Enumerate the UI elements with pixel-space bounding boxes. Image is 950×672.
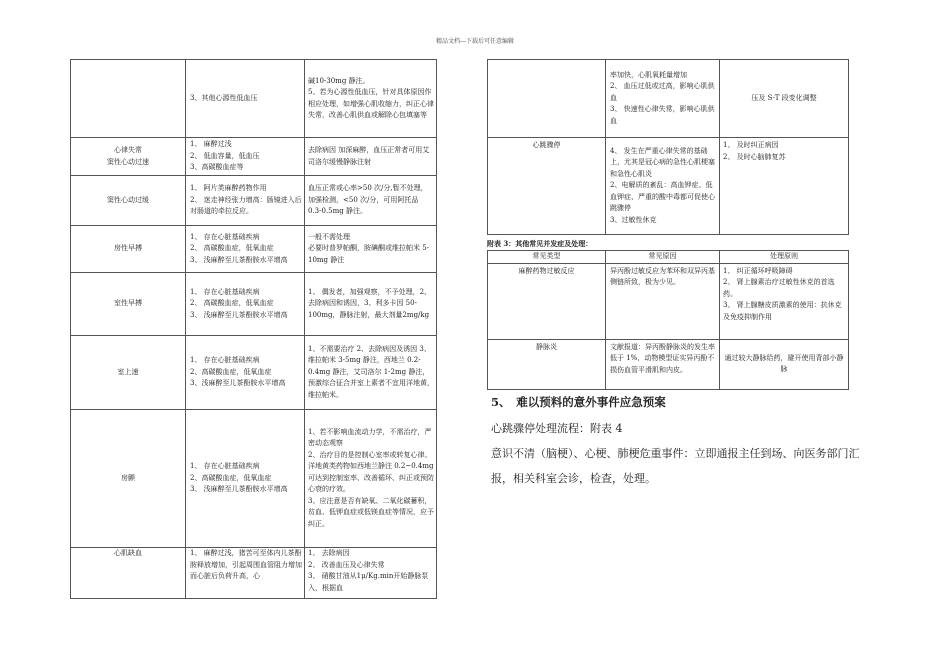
treatment-cell: 1、不需要治疗 2、去除病因及诱因 3、维拉帕米 3-5mg 静注，西地兰 0.2-0.4mg 静注，艾司洛尔 1-2mg 静注，预激综合征合并室上素者不宜用洋地黄，维拉帕米。	[305, 336, 437, 410]
table-row	[71, 410, 437, 548]
table-row	[71, 336, 437, 410]
type-cell: 心跳骤停	[488, 138, 606, 235]
column-header: 常见类型	[488, 251, 606, 264]
treatment-cell: 1、 及时纠正病因 2、 及时心脑肺复苏	[720, 138, 849, 235]
treatment-cell: 压及 S-T 段变化调整	[720, 60, 849, 138]
cause-cell: 1、 存在心脏基础疾病 2、 高碳酸血症，低氧血症 3、 浅麻醉至儿茶酚胺水平增高	[186, 273, 305, 336]
type-cell: 房颤	[71, 410, 186, 548]
treatment-cell: 一般不需处理 必要时普罗帕酮，胺碘酮或维拉帕米 5-10mg 静注	[305, 226, 437, 273]
cause-cell: 异丙酚过敏反应为苯环和双异丙基侧链所致，极为少见。	[606, 263, 720, 339]
cause-cell: 4、 发生在严重心律失常的基础上，尤其是冠心病的急性心肌梗塞和急性心肌炎 2、电解质的紊乱：高血钾症、低血钾症、严重的酸中毒都可促使心跳骤停 3、过敏性休克	[606, 138, 720, 235]
cause-cell: 率加快，心肌氧耗量增加 2、 血压过低或过高，影响心肌供血 3、 快速性心律失常，影响心肌供血	[606, 60, 720, 138]
table-row	[71, 60, 437, 138]
table-row	[488, 138, 849, 235]
treatment-cell: 1、 偶发者，加强观察，不予处理，2、去除病因和诱因，3、利多卡因 50-100mg，静脉注射，最大剂量2mg/kg	[305, 273, 437, 336]
paragraph-line: 意识不清（脑梗）、心梗、肺梗危重事件：立即通报主任到场、向医务部门汇	[491, 447, 860, 460]
type-cell	[488, 60, 606, 138]
type-cell	[71, 60, 186, 138]
type-cell: 室性早搏	[71, 273, 186, 336]
treatment-cell: 1、若不影响血流动力学，不需治疗，严密动态观察 2、治疗目的是控制心室率或转复心律。洋地黄类药物如西地兰静注 0.2~0.4mg 可达到控制室率、改善循环、纠正或预防心衰的疗效。 3、应注意是否有缺氧、二氧化碳蓄积，贫血、低钾血症或低镁血症等情况，应予纠正。	[305, 410, 437, 548]
cause-cell: 3、其他心源性低血压	[186, 60, 305, 138]
type-cell: 心律失常 窦性心动过速	[71, 138, 186, 176]
table-row	[71, 548, 437, 599]
type-cell: 房性早搏	[71, 226, 186, 273]
paragraph-line: 报，相关科室会诊，检查，处理。	[491, 472, 656, 485]
cause-cell: 1、 阿片类麻醉药物作用 2、 迷走神经张力增高：肠镜进入后对肠道的牵拉反应。	[186, 176, 305, 226]
type-cell: 室上速	[71, 336, 186, 410]
table-header-row	[488, 251, 849, 264]
table-caption: 附表 3：其他常见并发症及处理：	[487, 239, 593, 248]
type-cell: 窦性心动过缓	[71, 176, 186, 226]
treatment-cell: 通过较大静脉给药，避开使用背部小静脉	[720, 339, 849, 389]
paragraph-line: 心跳骤停处理流程：附表 4	[491, 422, 623, 435]
left-complication-table	[70, 59, 437, 599]
treatment-cell: 1、 纠正循环呼吸障碍 2、 肾上腺素治疗过敏性休克的首选药。 3、 肾上腺糖皮质激素的使用：抗休克及免疫抑制作用	[720, 263, 849, 339]
table-row	[71, 176, 437, 226]
other-complications-table	[487, 250, 849, 390]
treatment-cell: 去除病因 加深麻醉，血压正常者可用艾司洛尔缓慢静脉注射	[305, 138, 437, 176]
cause-cell: 1、 存在心脏基础疾病 2、高碳酸血症，低氧血症 3、浅麻醉至儿茶酚胺水平增高	[186, 336, 305, 410]
cause-cell: 1、 麻醉过浅，猪苦可至体内儿茶酚胺释放增加，引起周围血管阻力增加而心脏后负荷升高，心	[186, 548, 305, 599]
treatment-cell: 碱10-30mg 静注。 5、若为心源性低血压，针对具体原因作相应处理，如增强心肌收缩力，纠正心律失常，改善心肌供血或解除心包填塞等	[305, 60, 437, 138]
cause-cell: 1、 存在心脏基础疾病 2、 高碳酸血症，低氧血症 3、 浅麻醉至儿茶酚胺水平增高	[186, 226, 305, 273]
right-continuation-table	[487, 59, 849, 235]
section-heading: 5、 难以预料的意外事件应急预案	[491, 395, 666, 409]
cause-cell: 1、 存在心脏基础疾病 2、高碳酸血症，低氧血症 3、 浅麻醉至儿茶酚胺水平增高	[186, 410, 305, 548]
cause-cell: 1、 麻醉过浅 2、 低血容量，低血压 3、高碳酸血症等	[186, 138, 305, 176]
treatment-cell: 1、 去除病因 2、 改善血压及心律失常 3、 硝酸甘油从1μ/Kg.min开始静脉泵入，根据血	[305, 548, 437, 599]
table-row	[488, 339, 849, 389]
table-row	[71, 273, 437, 336]
table-row	[71, 226, 437, 273]
type-cell: 麻醉药物过敏反应	[488, 263, 606, 339]
table-row	[488, 60, 849, 138]
treatment-cell: 血压正常或心率>50 次/分,暂不处理，加强检测，<50 次/分，可用阿托品 0.3-0.5mg 静注。	[305, 176, 437, 226]
column-header: 处理原则	[720, 251, 849, 264]
type-cell: 心肌缺血	[71, 548, 186, 599]
page-header: 精品文档---下载后可任意编辑	[435, 38, 515, 45]
table-row	[71, 138, 437, 176]
column-header: 常见原因	[606, 251, 720, 264]
table-row	[488, 263, 849, 339]
cause-cell: 文献报道：异丙酚静脉炎的发生率低于 1%，动物模型证实异丙酚不损伤血管平滑肌和内皮。	[606, 339, 720, 389]
type-cell: 静脉炎	[488, 339, 606, 389]
